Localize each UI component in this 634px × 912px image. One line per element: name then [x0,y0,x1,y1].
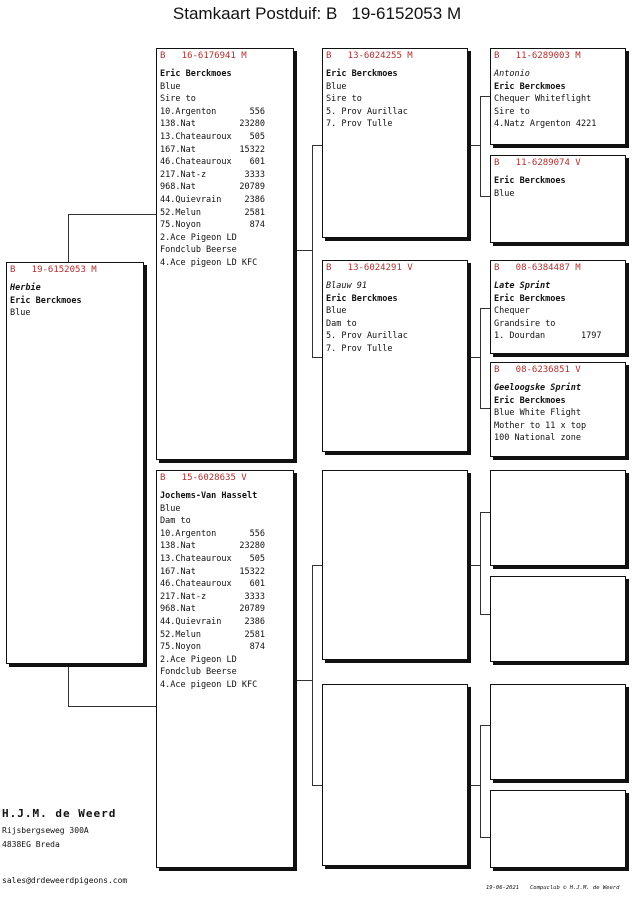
card-line [157,169,268,182]
card-line [491,293,625,306]
card-line-text: Eric Berckmoes [494,293,566,304]
connector-line [480,96,490,97]
card-line-text: Blue [326,81,347,92]
result-count: 15322 [239,144,265,155]
card-line-text: Herbie [10,283,41,293]
card-line-text: Eric Berckmoes [326,293,398,304]
dam-sire-dam-card [490,576,626,662]
card-line-text: 138.Nat [160,541,196,552]
card-line-text: 10.Argenton [160,106,217,117]
page-title: Stamkaart Postduif: B 19-6152053 M [172,4,462,23]
card-line [157,578,268,591]
card-line [323,280,467,293]
card-line-text: 1. Dourdan 1797 [494,331,602,342]
connector-line [480,308,481,408]
result-count: 874 [249,220,265,231]
card-line [157,106,268,119]
card-line-text: 4.Natz Argenton 4221 [494,119,597,130]
card-line-text: 52.Melun [160,629,201,640]
print-date: 19-06-2021 [486,885,520,891]
sire-card [156,48,294,460]
card-line-text: 46.Chateauroux [160,157,232,168]
credit-text: Compuclub © H.J.M. de Weerd [530,885,620,891]
pigeon-card [6,262,144,664]
result-count: 3333 [244,591,265,602]
result-count: 2386 [244,616,265,627]
card-line [491,188,625,201]
dam-sire-sire-card [490,470,626,566]
result-count: 601 [249,157,265,168]
card-line-text: 167.Nat [160,144,196,155]
connector-line [480,837,490,838]
card-line [323,343,467,356]
card-line-text: 5. Prov Aurillac [326,106,408,117]
card-line-text: Blue [494,188,515,199]
card-line-text: 100 National zone [494,433,581,444]
dam-dam-sire-card [490,684,626,780]
card-line-text: 2.Ace Pigeon LD [160,232,237,243]
connector-line [68,214,69,262]
card-line [491,93,625,106]
card-line [491,407,625,420]
card-line-text: Chequer Whiteflight [494,94,592,105]
card-line [323,118,467,131]
result-count: 601 [249,579,265,590]
card-line [157,603,268,616]
card-line [7,282,143,295]
card-line [157,232,268,245]
card-line [157,515,268,528]
card-line-text: 968.Nat [160,182,196,193]
card-line-text: Blue [160,503,181,514]
card-line [7,307,143,320]
card-line [157,244,268,257]
card-line-text: Blue [10,308,31,319]
card-line [323,106,467,119]
connector-line [312,145,322,146]
ring-number: B 11-6289074 V [494,158,581,168]
result-count: 23280 [239,119,265,130]
result-count: 874 [249,642,265,653]
card-line-text: Dam to [326,318,357,329]
card-line-text: 13.Chateauroux [160,131,232,142]
card-line-text: 2.Ace Pigeon LD [160,654,237,665]
card-line [157,528,268,541]
card-line-text: Eric Berckmoes [326,69,398,79]
card-line [491,420,625,433]
card-line [323,68,467,81]
result-count: 505 [249,553,265,564]
card-line [157,219,268,232]
result-count: 505 [249,131,265,142]
card-line-text: Antonio [494,69,530,79]
result-count: 2581 [244,629,265,640]
result-count: 556 [249,528,265,539]
card-line-text: Sire to [494,106,530,117]
card-line-text: 968.Nat [160,604,196,615]
ring-number: B 11-6289003 M [494,51,581,61]
connector-line [480,408,490,409]
result-count: 2581 [244,207,265,218]
card-line-text: 5. Prov Aurillac [326,331,408,342]
card-line [157,93,268,106]
card-line-text: 167.Nat [160,566,196,577]
dam-card [156,470,294,868]
card-line [157,68,268,81]
connector-line [68,214,158,215]
card-line [157,194,268,207]
connector-line [480,308,490,309]
card-line [157,629,268,642]
connector-line [470,565,480,566]
ring-number: B 16-6176941 M [160,51,247,61]
card-line [491,305,625,318]
connector-line [312,145,313,357]
card-line-text: 7. Prov Tulle [326,343,393,354]
ring-number: B 15-6028635 V [160,473,247,483]
card-line [157,566,268,579]
card-line-text: Eric Berckmoes [494,81,566,92]
card-line-text: Fondclub Beerse [160,667,237,678]
card-line-text: 217.Nat-z [160,169,207,180]
card-line-text: 10.Argenton [160,528,217,539]
card-line-text: 44.Quievrain [160,616,222,627]
card-line [157,144,268,157]
connector-line [296,680,312,681]
card-line [157,490,268,503]
result-count: 20789 [239,604,265,615]
card-line-text: Grandsire to [494,318,556,329]
card-line [491,280,625,293]
card-line-text: Blauw 91 [326,281,367,291]
card-line [157,207,268,220]
connector-line [480,512,490,513]
card-line [323,305,467,318]
card-line-text: 138.Nat [160,119,196,130]
card-line [157,81,268,94]
card-line-text: Eric Berckmoes [494,395,566,406]
connector-line [480,614,490,615]
card-line [157,591,268,604]
card-line-text: Sire to [326,94,362,105]
connector-line [68,706,158,707]
connector-line [312,565,322,566]
card-line-text: 75.Noyon [160,220,201,231]
card-line [157,654,268,667]
card-line [323,81,467,94]
card-line [157,540,268,553]
card-line-text: Blue [326,306,347,317]
dam-dam-card [322,684,468,866]
card-line [157,118,268,131]
connector-line [480,512,481,614]
card-line-text: Eric Berckmoes [10,295,82,306]
card-line [157,679,268,692]
card-line [157,503,268,516]
card-line [157,156,268,169]
card-line-text: 44.Quievrain [160,194,222,205]
connector-line [480,725,490,726]
connector-line [480,96,481,196]
card-line [157,181,268,194]
connector-line [296,250,312,251]
card-line-text: 13.Chateauroux [160,553,232,564]
card-line [491,382,625,395]
connector-line [480,725,481,837]
ring-number: B 13-6024255 M [326,51,413,61]
card-line-text: 46.Chateauroux [160,579,232,590]
sire-dam-sire-card [490,260,626,354]
card-line-text: Blue White Flight [494,408,581,419]
card-line-text: Mother to 11 x top [494,420,587,431]
card-line [7,295,143,308]
card-line-text: 4.Ace pigeon LD KFC [160,679,258,690]
card-line [157,616,268,629]
card-line [491,68,625,81]
card-line-text: 4.Ace pigeon LD KFC [160,257,258,268]
card-line [323,293,467,306]
card-line-text: Fondclub Beerse [160,245,237,256]
result-count: 23280 [239,541,265,552]
dam-dam-dam-card [490,790,626,868]
card-line [491,330,625,343]
card-line-text: Geeloogske Sprint [494,383,581,393]
card-line-text: 52.Melun [160,207,201,218]
card-line [157,666,268,679]
card-line-text: Dam to [160,516,191,527]
card-line [323,318,467,331]
ring-number: B 13-6024291 V [326,263,413,273]
result-count: 2386 [244,194,265,205]
card-line [491,118,625,131]
card-line [323,93,467,106]
breeder-email: sales@drdeweerdpigeons.com [2,876,128,885]
result-count: 20789 [239,182,265,193]
connector-line [470,357,480,358]
card-line [157,257,268,270]
connector-line [480,196,490,197]
ring-number: B 08-6384487 M [494,263,581,273]
breeder-name: H.J.M. de Weerd [2,807,117,820]
card-line-text: 217.Nat-z [160,591,207,602]
card-line [157,131,268,144]
card-line-text: Chequer [494,306,530,317]
connector-line [312,565,313,785]
card-line [157,553,268,566]
connector-line [312,357,322,358]
card-line-text: Eric Berckmoes [494,176,566,186]
sire-sire-dam-card [490,155,626,243]
connector-line [68,666,69,706]
card-line-text: Eric Berckmoes [160,69,232,79]
card-line [157,641,268,654]
card-line [491,81,625,94]
sire-dam-dam-card [490,362,626,457]
connector-line [312,785,322,786]
card-line [491,175,625,188]
ring-number: B 19-6152053 M [10,265,97,275]
card-line-text: 7. Prov Tulle [326,119,393,130]
dam-sire-card [322,470,468,660]
card-line [491,318,625,331]
connector-line [470,145,480,146]
breeder-address-line2: 4838EG Breda [2,840,60,849]
breeder-address-line1: Rijsbergseweg 300A [2,826,89,835]
ring-number: B 08-6236851 V [494,365,581,375]
card-line-text: 75.Noyon [160,642,201,653]
card-line [491,395,625,408]
result-count: 15322 [239,566,265,577]
connector-line [470,785,480,786]
sire-sire-sire-card [490,48,626,145]
card-line-text: Jochems-Van Hasselt [160,491,258,501]
card-line [491,106,625,119]
result-count: 3333 [244,169,265,180]
result-count: 556 [249,106,265,117]
sire-sire-card [322,48,468,238]
card-line [323,330,467,343]
card-line-text: Late Sprint [494,281,551,291]
card-line [491,432,625,445]
card-line-text: Blue [160,81,181,92]
card-line-text: Sire to [160,94,196,105]
sire-dam-card [322,260,468,452]
